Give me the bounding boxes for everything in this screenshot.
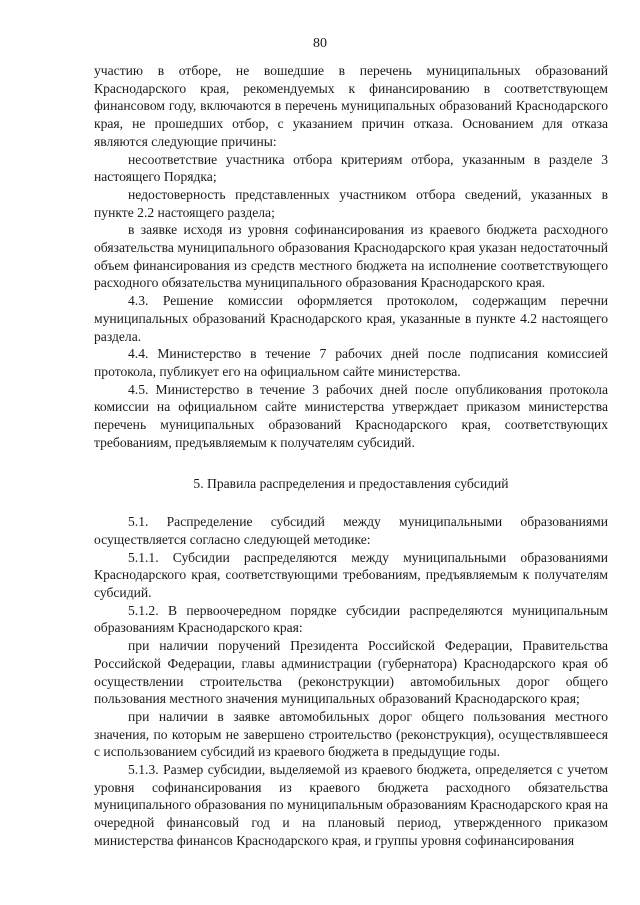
paragraphs-before-section [94, 62, 608, 451]
paragraph: недостоверность представленных участником отбора сведений, указанных в пункте 2.2 настоящего раздела; [94, 186, 608, 220]
paragraph: в заявке исходя из уровня софинансирования из краевого бюджета расходного обязательства муниципального образования Краснодарского края указан недостаточный объем финансирования из средств местного бюджета на исполнение соответствующего расходного обязательства муниципального образования Краснодарского края. [94, 222, 608, 291]
paragraph: 5.1.2. В первоочередном порядке субсидии распределяются муниципальным образованиям Краснодарского края: [94, 602, 608, 636]
paragraph: 4.4. Министерство в течение 7 рабочих дней после подписания комиссией протокола, публикует его на официальном сайте министерства. [94, 346, 608, 379]
paragraph: при наличии в заявке автомобильных дорог общего пользования местного значения, по которым не завершено строительство (реконструкция), осуществлявшееся с использованием субсидий из краевого бюджета в предыдущие годы. [94, 708, 608, 760]
section-title: 5. Правила распределения и предоставления субсидий [193, 476, 509, 492]
document-body [94, 62, 608, 850]
page-number: 80 [313, 36, 327, 51]
paragraph: участию в отборе, не вошедшие в перечень муниципальных образований Краснодарского края, рекомендуемых к финансированию в соответствующем финансовом году, включаются в перечень муниципальных образований Краснодарского края, не прошедших отбор, с указанием причин отказа. Основанием для отказа являются следующие причины: [94, 63, 608, 149]
paragraph: 5.1.1. Субсидии распределяются между муниципальными образованиями Краснодарского края, соответствующими требованиям, предъявляемым к получателям субсидий. [94, 549, 608, 600]
paragraph: 4.5. Министерство в течение 3 рабочих дней после опубликования протокола комиссии на официальном сайте министерства утверждает приказом министерства перечень муниципальных образований Краснодарского края, соответствующих требованиям, предъявляемым к получателям субсидий. [94, 381, 608, 450]
paragraph: 5.1.3. Размер субсидии, выделяемой из краевого бюджета, определяется с учетом уровня софинансирования из краевого бюджета расходного обязательства муниципального образования по муниципальным образованиям Краснодарского края на очередной финансовый год и на плановый период, утвержденного приказом министерства финансов Краснодарского края, и группы уровня софинансирования [94, 762, 608, 848]
paragraph: 5.1. Распределение субсидий между муниципальными образованиями осуществляется согласно следующей методике: [94, 514, 608, 547]
paragraph: 4.3. Решение комиссии оформляется протоколом, содержащим перечни муниципальных образований Краснодарского края, указанные в пункте 4.2 настоящего раздела. [94, 293, 608, 344]
paragraph: при наличии поручений Президента Российской Федерации, Правительства Российской Федерации, главы администрации (губернатора) Краснодарского края об осуществлении строительства (реконструкции) автомобильных дорог общего пользования местного значения муниципальных образований Краснодарского края; [94, 638, 608, 707]
paragraphs-after-section [94, 513, 608, 849]
paragraph: несоответствие участника отбора критериям отбора, указанным в разделе 3 настоящего Порядка; [94, 151, 608, 185]
